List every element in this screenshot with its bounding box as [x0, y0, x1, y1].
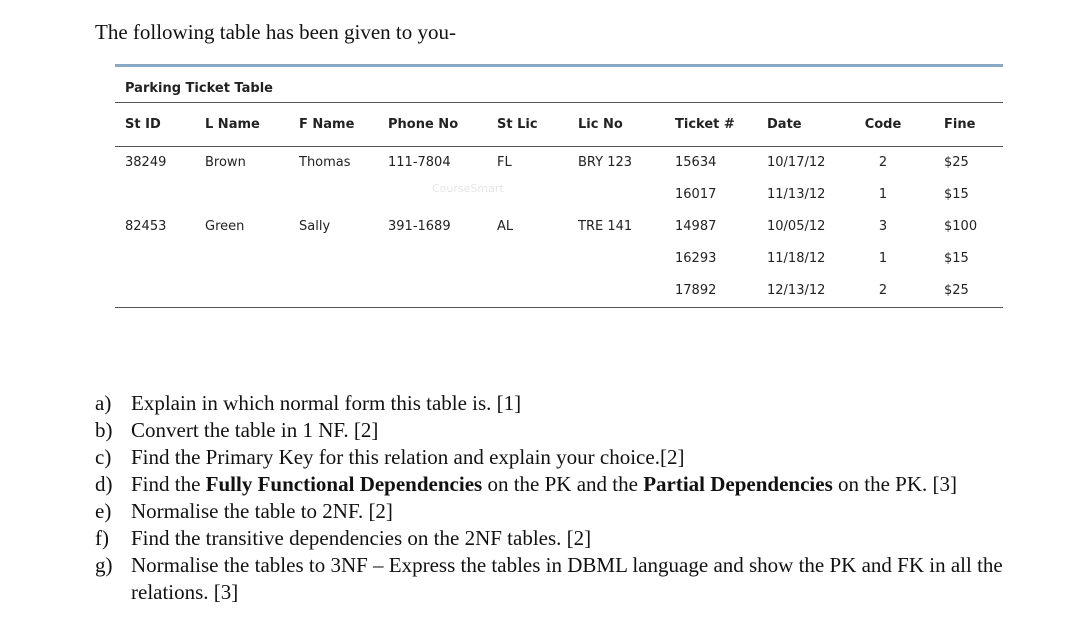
table-cell: $25: [944, 283, 969, 298]
column-header: Phone No: [388, 117, 459, 132]
question-text-part: Find the: [131, 472, 206, 496]
question-marker: e): [95, 499, 112, 523]
question-marker: g): [95, 553, 113, 577]
table-row: [115, 147, 1003, 179]
table-row: [115, 243, 1003, 275]
table-cell: 11/13/12: [767, 187, 826, 202]
table-cell: TRE 141: [578, 219, 633, 234]
table-cell: 1: [878, 187, 888, 202]
table-cell: 2: [878, 155, 888, 170]
table-cell: $15: [944, 187, 969, 202]
column-header: Fine: [944, 117, 976, 132]
question-text-part: on the PK. [3]: [832, 472, 957, 496]
table-cell: 111-7804: [388, 155, 451, 170]
question-text-part: Find the Primary Key for this relation and explain your choice.[2]: [131, 445, 685, 469]
question-item: [95, 552, 1020, 606]
question-text: [131, 390, 1020, 417]
column-header: F Name: [299, 117, 355, 132]
table-cell: Thomas: [299, 155, 351, 170]
table-top-rule: [115, 64, 1003, 67]
table-header-row: [115, 103, 1003, 146]
table-cell: 2: [878, 283, 888, 298]
question-text: [131, 417, 1020, 444]
table-cell: 15634: [675, 155, 717, 170]
table-caption: Parking Ticket Table: [125, 81, 273, 96]
question-marker: b): [95, 418, 113, 442]
question-marker: d): [95, 472, 113, 496]
question-emphasis: Partial Dependencies: [643, 472, 833, 496]
question-text-part: Normalise the table to 2NF. [2]: [131, 499, 393, 523]
table-cell: Sally: [299, 219, 331, 234]
question-text-part: Convert the table in 1 NF. [2]: [131, 418, 379, 442]
column-header: Ticket #: [675, 117, 735, 132]
question-item: [95, 471, 1020, 498]
column-header: Lic No: [578, 117, 623, 132]
table-body: [115, 147, 1003, 307]
table-cell: $25: [944, 155, 969, 170]
table-cell: $15: [944, 251, 969, 266]
question-item: [95, 525, 1020, 552]
question-text: [131, 552, 1020, 606]
question-text: [131, 525, 1020, 552]
column-header: Code: [864, 117, 902, 132]
question-text-part: Explain in which normal form this table is. [1]: [131, 391, 522, 415]
table-cell: FL: [497, 155, 512, 170]
column-header: St ID: [125, 117, 161, 132]
question-text: [131, 471, 1020, 498]
watermark: CourseSmart: [432, 182, 504, 195]
question-text: [131, 498, 1020, 525]
table-cell: 3: [878, 219, 888, 234]
table-cell: 1: [878, 251, 888, 266]
question-emphasis: Fully Functional Dependencies: [205, 472, 483, 496]
question-marker: a): [95, 391, 112, 415]
table-cell: $100: [944, 219, 978, 234]
question-text-part: on the PK and the: [482, 472, 644, 496]
column-header: Date: [767, 117, 802, 132]
table-cell: 11/18/12: [767, 251, 826, 266]
table-cell: 17892: [675, 283, 717, 298]
table-cell: Brown: [205, 155, 246, 170]
table-cell: 12/13/12: [767, 283, 826, 298]
table-cell: BRY 123: [578, 155, 633, 170]
table-cell: AL: [497, 219, 514, 234]
table-cell: 391-1689: [388, 219, 451, 234]
table-cell: 16293: [675, 251, 717, 266]
column-header: L Name: [205, 117, 260, 132]
table-row: [115, 275, 1003, 307]
question-item: [95, 390, 1020, 417]
parking-ticket-table: [115, 64, 1003, 308]
question-list: [95, 390, 1020, 606]
question-text: [131, 444, 1020, 471]
table-cell: 10/05/12: [767, 219, 826, 234]
question-item: [95, 444, 1020, 471]
question-text-part: Find the transitive dependencies on the 2NF tables. [2]: [131, 526, 592, 550]
question-text-part: Normalise the tables to 3NF – Express the tables in DBML language and show the PK and FK in all the relations. [3]: [131, 553, 1003, 604]
table-bottom-rule: [115, 307, 1003, 308]
intro-text: The following table has been given to you-: [95, 20, 456, 44]
table-row: [115, 179, 1003, 211]
table-row: [115, 211, 1003, 243]
column-header: St Lic: [497, 117, 538, 132]
table-cell: 38249: [125, 155, 167, 170]
table-cell: 16017: [675, 187, 717, 202]
table-cell: 14987: [675, 219, 717, 234]
table-cell: 10/17/12: [767, 155, 826, 170]
question-item: [95, 498, 1020, 525]
question-item: [95, 417, 1020, 444]
question-marker: c): [95, 445, 112, 469]
table-cell: 82453: [125, 219, 167, 234]
table-cell: Green: [205, 219, 245, 234]
question-marker: f): [95, 526, 109, 550]
